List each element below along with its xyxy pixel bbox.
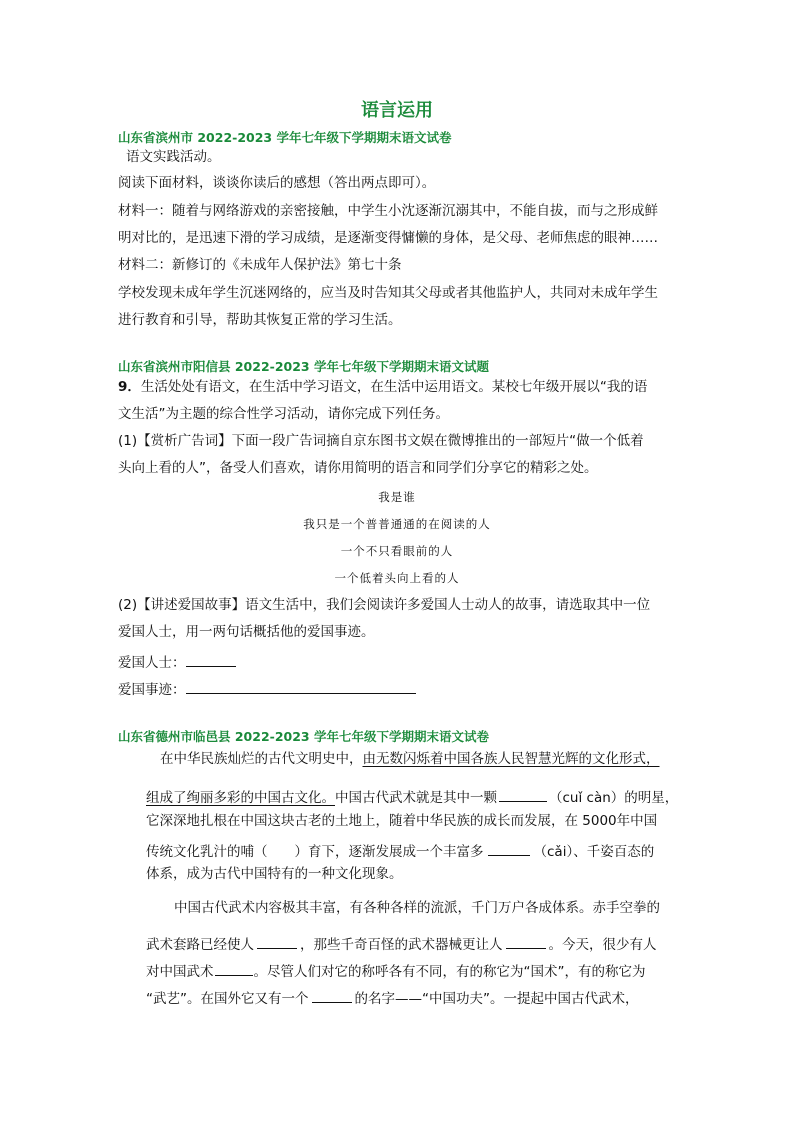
s3-text: 传统文化乳汁的哺（ ）育下，逐渐发展成一个丰富多 [146, 844, 484, 860]
s2-line: (2)【讲述爱国故事】语文生活中，我们会阅读许多爱国人士动人的故事，请选取其中一位 [118, 597, 651, 613]
s2-line: (1)【赏析广告词】下面一段广告词摘自京东图书文娱在微博推出的一部短片“做一个低着 [118, 433, 644, 449]
s3-line [146, 989, 639, 1007]
s3-text: ，那些千奇百怪的武术器械更让人 [300, 937, 503, 953]
underlined-sentence: 由无数闪烁着中国各族人民智慧光辉的文化形式， [362, 751, 660, 767]
s3-text: （cuǐ càn）的明星， [549, 790, 679, 806]
section1-source: 山东省滨州市 2022-2023 学年七年级下学期期末语文试卷 [118, 130, 452, 145]
patriot-deed-row [118, 680, 416, 698]
poem-line: 一个不只看眼前的人 [340, 544, 454, 558]
fill-blank[interactable] [257, 935, 297, 949]
fill-blank[interactable] [506, 935, 546, 949]
s2-line: 生活处处有语文，在生活中学习语文，在生活中运用语文。某校七年级开展以“我的语 [140, 379, 648, 395]
s3-text: 在中华民族灿烂的古代文明史中， [160, 751, 363, 767]
s2-question [118, 381, 647, 395]
s3-text: 的名字——“中国功夫”。一提起中国古代武术， [354, 991, 639, 1007]
s3-line: 它深深地扎根在中国这块古老的土地上，随着中华民族的成长而发展，在 5000年中国 [146, 813, 658, 829]
s1-line: 学校发现未成年学生沉迷网络的，应当及时告知其父母或者其他监护人，共同对未成年学生 [118, 285, 658, 301]
s3-line [146, 962, 646, 980]
s1-line: 材料二：新修订的《未成年人保护法》第七十条 [118, 257, 402, 273]
s1-line: 语文实践活动。 [126, 149, 221, 165]
s3-text: （cǎi）、千姿百态的 [533, 844, 655, 860]
section3-source: 山东省德州市临邑县 2022-2023 学年七年级下学期期末语文试卷 [118, 729, 489, 744]
fill-blank[interactable] [488, 842, 530, 856]
s2-line: 头向上看的人”，备受人们喜欢，请你用简明的语言和同学们分享它的精彩之处。 [118, 460, 598, 476]
page-title: 语言运用 [361, 100, 433, 121]
patriot-deed-label: 爱国事迹： [118, 682, 186, 698]
poem-line: 我只是一个普普通通的在阅读的人 [303, 517, 491, 531]
patriot-person-label: 爱国人士： [118, 655, 186, 671]
s3-line: 中国古代武术内容极其丰富，有各种各样的流派，千门万户各成体系。赤手空拳的 [174, 900, 660, 916]
s3-line [146, 935, 657, 953]
s1-line: 进行教育和引导，帮助其恢复正常的学习生活。 [118, 312, 402, 328]
s3-text: “武艺”。在国外它又有一个 [146, 991, 309, 1007]
s1-line: 阅读下面材料，谈谈你读后的感想（答出两点即可）。 [118, 175, 436, 191]
fill-blank[interactable] [312, 989, 352, 1003]
s2-line: 文生活”为主题的综合性学习活动，请你完成下列任务。 [118, 406, 449, 422]
s3-text: 武术套路已经使人 [146, 937, 254, 953]
s3-text: 。今天，很少有人 [548, 937, 657, 953]
s3-line [160, 753, 660, 767]
fill-blank[interactable] [499, 788, 547, 802]
s1-line: 材料一：随着与网络游戏的亲密接触，中学生小沈逐渐沉溺其中，不能自拔，而与之形成鲜 [118, 203, 658, 219]
underlined-sentence: 组成了绚丽多彩的中国古文化。 [146, 790, 335, 806]
s3-line [146, 842, 654, 860]
poem-line: 一个低着头向上看的人 [334, 571, 460, 585]
s1-line: 明对比的，是迅速下滑的学习成绩，是逐渐变得慵懒的身体，是父母、老师焦虑的眼神…… [118, 230, 658, 246]
s3-text: 对中国武术 [146, 964, 214, 980]
patriot-person-row [118, 653, 236, 671]
s2-line: 爱国人士，用一两句话概括他的爱国事迹。 [118, 624, 375, 640]
patriot-person-blank[interactable] [186, 653, 236, 667]
poem-line: 我是谁 [378, 490, 416, 504]
fill-blank[interactable] [215, 962, 253, 976]
patriot-deed-blank[interactable] [186, 680, 416, 694]
s3-text: 中国古代武术就是其中一颗 [335, 790, 497, 806]
s3-text: 。尽管人们对它的称呼各有不同，有的称它为“国术”，有的称它为 [253, 964, 646, 980]
s3-line: 体系，成为古代中国特有的一种文化现象。 [146, 866, 403, 882]
s3-line [146, 788, 678, 806]
question-number: 9． [118, 379, 141, 395]
section2-source: 山东省滨州市阳信县 2022-2023 学年七年级下学期期末语文试题 [118, 359, 489, 374]
